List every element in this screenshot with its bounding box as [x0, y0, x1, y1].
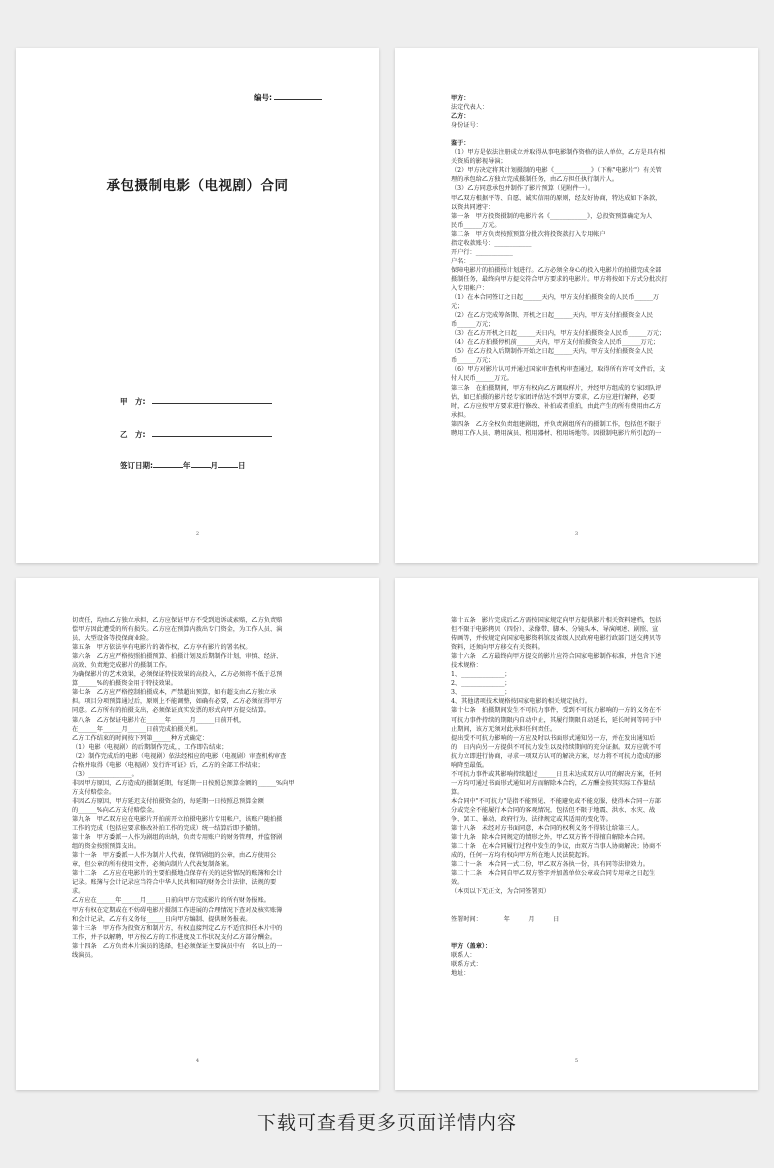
text-line: （本页以下无正文，为合同签署页） [451, 888, 550, 896]
text-line: 线演员。 [72, 951, 97, 959]
text-line: 关资质的影视导演； [451, 158, 507, 166]
text-line: 非因甲方原因，乙方造成的摄制延期，每延期一日按照总预算金额的______%向甲 [72, 779, 295, 787]
text-line: 时，乙方应按甲方要求进行修改、补拍或者重拍，由此产生的所有费用由乙方 [451, 402, 662, 410]
text-line: 技术规格： [451, 662, 482, 670]
text-line: 第五条 甲方依法享有电影片的著作权，乙方享有影片的署名权。 [72, 644, 252, 652]
text-line: 乙方工作结束的时间按下列第______种方式确定： [72, 734, 209, 742]
text-line: 保障电影片的拍摄按计划进行。乙方必须全身心的投入电影片的拍摄完成全部 [451, 266, 662, 274]
text-line: 币______万元； [451, 357, 495, 365]
text-line: 记录。账簿与会计记录应当符合中华人民共和国的财务会计法律、法规的要 [72, 879, 277, 887]
page-number: 2 [195, 531, 200, 537]
text-line: 非因乙方原因，甲方延迟支付拍摄资金的，每延期一日按照总预算金额 [72, 797, 264, 805]
text-line: 为确保影片的艺术效果，必须保证特技效果的高投入，乙方必须将不低于总预 [72, 671, 283, 679]
text-line: 止期间，该方无须对此承担任何责任。 [451, 725, 557, 733]
text-line: （5）在乙方投入后期制作开始之日起______天内，甲方支付拍摄资金人民 [451, 348, 653, 356]
text-line: 币______万元； [451, 321, 495, 329]
text-line: 提出受不可抗力影响的一方应及时以书面形式通知另一方，并在发出通知后 [451, 734, 656, 742]
text-line: 甲方有权在定期或在不妨碍电影片摄制工作进展的合理情况下查对及核实账簿 [72, 906, 283, 914]
text-line: 第四条 乙方全权负责组建剧组，并负责剧组所有的摄制工作，包括但不限于 [451, 420, 662, 428]
text-line: 开户行：____________ [451, 248, 513, 256]
year-blank [153, 461, 183, 468]
text-line: （2）制作完成后的电影（电视剧）依法经相应的电影（电视剧）审查机构审查 [72, 752, 287, 760]
text-line: 算。 [451, 788, 464, 796]
text-line: 聘用工作人员、聘用演员、租用器材、租用场地等。因摄制电影片所引起的一 [451, 429, 662, 437]
text-line: 承担。 [451, 411, 470, 419]
text-line: 甲方（盖章）： [451, 942, 492, 950]
party-a-field [120, 396, 272, 407]
text-line: 第三条 在拍摄期间，甲方有权向乙方调取样片，并经甲方组成的专家团队评 [451, 384, 662, 392]
text-line: 第十二条 乙方应在电影片的主要拍摄地点保存有关的运营情况的账簿和会计 [72, 870, 283, 878]
text-line: 第十五条 影片完成后乙方需按国家规定向甲方提供影片相关资料建档，包括 [451, 617, 662, 624]
contract-title: 承包摄制电影（电视剧）合同 [106, 178, 289, 194]
text-line: 第十四条 乙方负责本片演员的选择，但必须保证主要演员中有 名以上的一 [72, 942, 283, 950]
text-line: 甲乙双方根据平等、自愿、诚实信用的原则，经友好协商，特达成如下条款， [451, 194, 662, 202]
text-line: 第一条 甲方投资摄制的电影片名《____________》，总投资预算确定为人 [451, 212, 653, 220]
document-page-3 [395, 48, 758, 563]
text-line: 4、其他诸项技术规格按国家电影的相关规定执行。 [451, 698, 592, 706]
text-line: 效。 [451, 879, 464, 887]
text-line: 工作，并予以解聘，甲方按乙方的工作进度及工作状况支付乙方部分酬金。 [72, 933, 277, 941]
text-line: 在______年______月______日前完成拍摄关机。 [72, 725, 202, 733]
text-line: （3）______________。 [72, 770, 138, 778]
text-line: 求。 [72, 888, 85, 896]
text-line: 的 日内向另一方提供不可抗力发生以及持续期间的充分证据。双方应就不可 [451, 743, 662, 751]
text-line: 第二条 甲方负责按照预算分批次将投资款打入专用帐户 [451, 230, 606, 238]
text-line: 付人民币______万元。 [451, 375, 513, 383]
text-line: 一方均可通过书面形式通知对方而解除本合约，乙方酬金按其实际工作量结 [451, 779, 656, 787]
text-line: 第七条 乙方应严格控制拍摄成本，严禁超出预算，如有超支由乙方独立承 [72, 689, 277, 697]
text-line: 偿甲方因此遭受的所有损失。乙方应在预算内拨出专门资金，为工作人员、演 [72, 626, 283, 634]
text-line: 同意。乙方所有的拍摄支出，必须保证真实发票的形式向甲方提交结算。 [72, 707, 270, 715]
text-line: 甲方： [451, 95, 470, 102]
day-label: 日 [238, 461, 246, 470]
text-line: （3）在乙方开机之日起______天日内，甲方支付拍摄资金人民币______万元； [451, 330, 666, 338]
document-page-cover [16, 48, 379, 563]
text-line: 第十九条 除本合同规定的情形之外，甲乙双方皆不得擅自解除本合同。 [451, 834, 649, 842]
text-line: （3）乙方同意承包并制作了影片预算（见附件一）。 [451, 185, 595, 193]
text-line: 以资共同遵守： [451, 203, 495, 211]
text-line: （1）电影（电视剧）的后期制作完成，，工作即告结束； [72, 743, 228, 751]
text-line: 第九条 甲乙双方应在电影片开拍前开立拍摄电影片专用帐户，该账户随拍摄 [72, 816, 283, 824]
text-line [451, 906, 713, 915]
month-blank [191, 461, 211, 468]
text-line: 章，但公章的所有使用文件，必须向制片人代表复制备案。 [72, 861, 233, 869]
text-line: 估，如已拍摄的影片经专家团评估达不到甲方要求，乙方应进行解释，必要 [451, 393, 656, 401]
text-line [451, 896, 713, 905]
text-line: 本合同中"不可抗力"是指不能预见、不能避免或不能克服，使得本合同一方部 [451, 797, 661, 805]
text-line: 第十七条 拍摄期间发生不可抗力事件，受到不可抗力影响的一方的义务在不 [451, 707, 662, 715]
sign-date-label: 签订日期: [120, 461, 153, 470]
sign-date-field [120, 460, 246, 471]
text-line: 算______%的拍摄资金用于特技效果。 [72, 680, 177, 688]
text-line: 联系人： [451, 951, 476, 959]
text-line: 第八条 乙方保证电影片在______年______月______日前开机， [72, 716, 246, 724]
text-line [451, 130, 709, 139]
text-line: 第二十二条 本合同自甲乙双方签字并加盖单位公章或合同专用章之日起生 [451, 870, 656, 878]
text-line: 3、______________； [451, 689, 511, 697]
text-line: 高效、负责地完成影片的摄制工作。 [72, 662, 171, 670]
serial-number-label: 编号: [254, 93, 272, 102]
text-line: （1）甲方是依法注册成立并取得从事电影制作资格的法人单位，乙方是具有相 [451, 149, 666, 157]
text-line: （4）在乙方拍摄停机前______天内，甲方支付拍摄资金人民币______万元； [451, 339, 660, 347]
download-more-caption[interactable]: 下载可查看更多页面详情内容 [256, 1112, 517, 1134]
text-line: 指定收款账号：____________ [451, 239, 532, 247]
text-line: 切责任，均由乙方独立承担，乙方应保证甲方不受到追诉或索赔，乙方负责赔 [72, 617, 283, 624]
text-line: 成的，任何一方均有权向甲方所在地人民法院起诉。 [451, 852, 594, 860]
party-b-blank [152, 430, 272, 437]
party-b-field [120, 429, 272, 440]
text-line: 地址： [451, 969, 470, 977]
text-line: 1、______________； [451, 671, 511, 679]
party-a-label: 甲 方: [120, 397, 146, 406]
text-line: 第十条 甲方委派一人作为剧组的出纳，负责专用账户的财务管理，并监督剧 [72, 834, 283, 842]
text-line: 第十六条 乙方最终向甲方提交的影片应符合国家电影制作标准，并包含下述 [451, 653, 662, 661]
text-line: 理的承包给乙方独立完成摄制任务，由乙方担任执行制片人。 [451, 176, 619, 184]
text-line: 分或完全不能履行本合同的客观情况，包括但不限于地震、洪水、水灾、战 [451, 806, 656, 814]
text-line: 身份证号： [451, 122, 482, 130]
text-line: 入专用帐户： [451, 284, 489, 292]
text-line: 第二十一条 本合同一式二份，甲乙双方各执一份，具有同等法律效力。 [451, 861, 649, 869]
page-5-body [451, 616, 713, 978]
text-line: 资料，还须向甲方移交有关资料。 [451, 644, 544, 652]
serial-number-blank [274, 93, 322, 100]
text-line: 的______%向乙方支付赔偿金。 [72, 806, 159, 814]
text-line: 担。项目分项预算通过后，原则上不能调整，如确有必要，乙方必须征得甲方 [72, 698, 283, 706]
text-line: 民币______万元。 [451, 221, 501, 229]
text-line: 第十八条 未经对方书面同意，本合同的权利义务不得转让给第三人。 [451, 825, 643, 833]
party-b-label: 乙 方: [120, 430, 146, 439]
serial-number-field [254, 92, 322, 103]
text-line: 户名：____________ [451, 257, 507, 265]
text-line: 但不限于电影拷贝（四份）、录像带、脚本、分镜头本、导演阐述、剧照、宣 [451, 626, 659, 634]
text-line: 鉴于： [451, 140, 470, 148]
page-3-body [451, 94, 709, 438]
document-page-5 [395, 578, 758, 1090]
text-line: 第二十条 在本合同履行过程中发生的争议，由双方当事人协商解决；协商不 [451, 843, 662, 851]
text-line: 摄制任务，最终向甲方提交符合甲方要求的电影片。甲方将按如下方式分批次打 [451, 275, 668, 283]
page-number: 4 [195, 1058, 200, 1064]
text-line: 方支付赔偿金。 [72, 788, 116, 796]
text-line: 乙方应在______年______月______日前向甲方完成影片的所有财务报账。 [72, 897, 270, 905]
page-4-body [72, 616, 334, 960]
text-line: 签署时间： 年 月 日 [451, 915, 560, 923]
text-line: 乙方： [451, 113, 470, 121]
party-a-blank [152, 397, 272, 404]
text-line: 响降至最低。 [451, 761, 489, 769]
text-line [451, 924, 713, 933]
text-line: 和会计记录，乙方有义务每______日向甲方编制、提供财务报表。 [72, 915, 252, 923]
text-line: 2、______________； [451, 680, 511, 688]
text-line: 联系方式： [451, 960, 482, 968]
text-line: 法定代表人： [451, 104, 489, 112]
page-number: 5 [574, 1058, 579, 1064]
text-line: 争、罢工、暴动、政府行为、法律规定或其适用的变化等。 [451, 816, 612, 824]
day-blank [218, 461, 238, 468]
text-line [451, 933, 713, 942]
text-line: （6）甲方对影片认可并通过国家审查机构审查通过，取得所有许可文件后，支 [451, 366, 666, 374]
text-line: 传画等，并按规定向国家电影资料馆及省级人民政府电影行政部门送交拷贝等 [451, 635, 662, 643]
page-number: 3 [574, 531, 579, 537]
month-label: 月 [210, 461, 218, 470]
text-line: 第六条 乙方应严格按照拍摄预算、拍摄计划及后期制作计划，审慎、经济、 [72, 653, 283, 661]
text-line: （2）甲方决定将其计划摄制的电影《____________》（下称"电影片"）有关管 [451, 167, 662, 175]
document-page-4 [16, 578, 379, 1090]
text-line: 可抗力事件持续的期限内自动中止，其履行期限自动延长，延长时间等同于中 [451, 716, 662, 724]
text-line: 合格并取得《电影（电视剧）发行许可证》后，乙方的全部工作结束； [72, 761, 264, 769]
text-line: 员、大型设备等投保商业险。 [72, 635, 153, 643]
text-line: 组的资金按照预算支出。 [72, 843, 141, 851]
text-line: 第十一条 甲方委派一人作为制片人代表，保管剧组的公章，由乙方使用公 [72, 852, 277, 860]
text-line: 抗力立即进行协商，寻求一项双方认可的解决方案，尽力将不可抗力造成的影 [451, 752, 662, 760]
text-line: （1）在本合同签订之日起______天内，甲方支付拍摄资金的人民币______万 [451, 294, 660, 302]
text-line: 工作的完成（包括应要求修改补拍工作的完成）统一结算后即予撤销。 [72, 825, 264, 833]
text-line: 不可抗力事件或其影响持续超过______日且未达成双方认可的解决方案，任何 [451, 770, 662, 778]
text-line: 元； [451, 303, 464, 311]
year-label: 年 [183, 461, 191, 470]
text-line: （2）在乙方完成筹备期、开机之日起______天内，甲方支付拍摄资金人民 [451, 312, 653, 320]
text-line: 第十三条 甲方作为投资方和制片方，有权直接判定乙方不适宜担任本片中的 [72, 924, 283, 932]
